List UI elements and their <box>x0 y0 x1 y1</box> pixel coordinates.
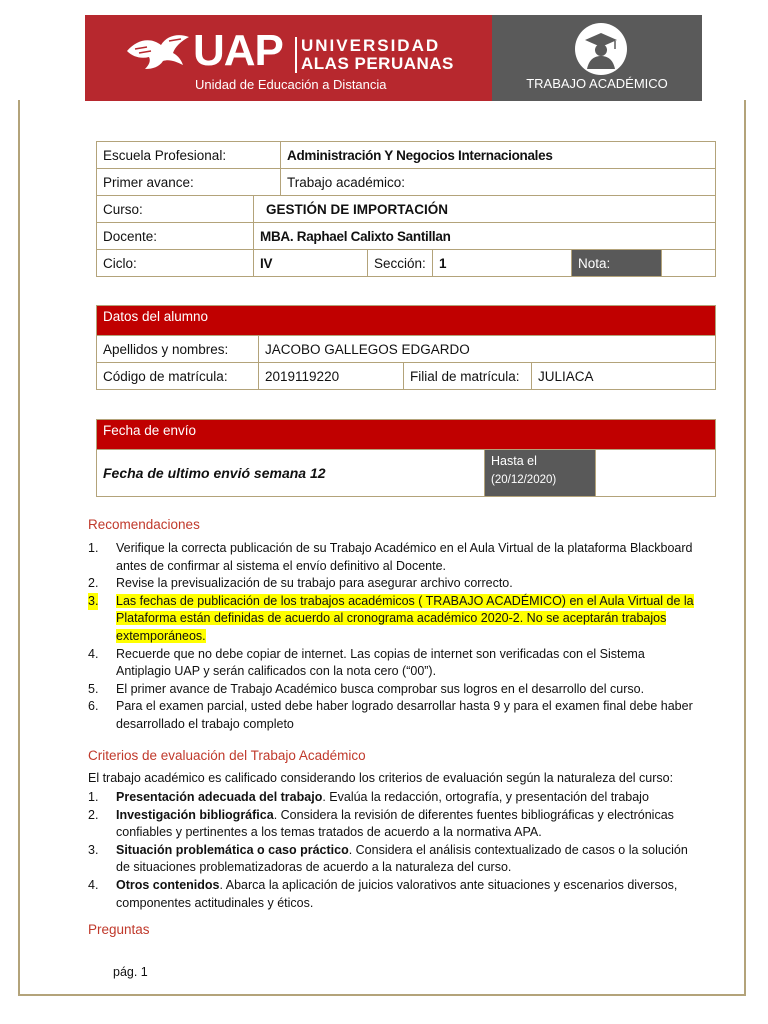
seccion-value: 1 <box>433 250 572 277</box>
curso-label: Curso: <box>97 196 254 223</box>
recomendaciones-title: Recomendaciones <box>88 517 200 532</box>
criterios-list <box>88 789 700 912</box>
logo-divider <box>295 37 297 73</box>
docente-value: MBA. Raphael Calixto Santillan <box>254 223 716 250</box>
list-item: 4. Otros contenidos. Abarca la aplicación de juicios valorativos ante situaciones y escenarios diversos, componentes actitudinales y éticos. <box>88 877 678 910</box>
list-item: 2. Investigación bibliográfica. Considera la revisión de diferentes fuentes bibliográficas y electrónicas confiables y pertinentes a los temas tratados de acuerdo a la normativa APA. <box>88 807 674 840</box>
list-item: 1. Presentación adecuada del trabajo. Evalúa la redacción, ortografía, y presentación del trabajo <box>88 790 649 804</box>
trabajo-academico-label: TRABAJO ACADÉMICO <box>526 76 668 91</box>
list-item: 2. Revise la previsualización de su trabajo para asegurar archivo correcto. <box>88 576 513 591</box>
fecha-section-header: Fecha de envío <box>97 420 716 450</box>
list-item: 3. Situación problemática o caso práctico. Considera el análisis contextualizado de casos o la solución de situaciones problematizadoras de acuerdo a la naturaleza del curso. <box>88 842 688 875</box>
hasta-cell <box>485 450 596 497</box>
university-name-line2: ALAS PERUANAS <box>301 54 454 73</box>
nombres-value: JACOBO GALLEGOS EDGARDO <box>259 336 716 363</box>
list-item-highlighted: 3. Las fechas de publicación de los trabajos académicos ( TRABAJO ACADÉMICO) en el Aula Virtual de la Plataforma están definidas de acuerdo al cronograma académico 2020-2. No se aceptarán trabajos extemporáneos. <box>88 593 694 643</box>
fecha-empty-cell <box>596 450 716 497</box>
escuela-label: Escuela Profesional: <box>97 142 281 169</box>
avance-label: Primer avance: <box>97 169 281 196</box>
list-item: 5. El primer avance de Trabajo Académico busca comprobar sus logros en el desarrollo del curso. <box>88 681 645 696</box>
ciclo-value: IV <box>254 250 368 277</box>
condor-logo-icon <box>125 31 191 71</box>
hasta-date: (20/12/2020) <box>491 474 557 486</box>
curso-value: GESTIÓN DE IMPORTACIÓN <box>254 196 716 223</box>
fecha-table <box>96 419 716 497</box>
avance-value: Trabajo académico: <box>281 169 716 196</box>
nota-value[interactable] <box>662 250 716 277</box>
nombres-label: Apellidos y nombres: <box>97 336 259 363</box>
docente-label: Docente: <box>97 223 254 250</box>
header-banner <box>85 15 702 101</box>
seccion-label: Sección: <box>368 250 433 277</box>
escuela-value: Administración Y Negocios Internacionales <box>281 142 716 169</box>
filial-value: JULIACA <box>532 363 716 390</box>
trabajo-academico-block <box>492 15 702 101</box>
list-item: 4. Recuerde que no debe copiar de internet. Las copias de internet son verificadas con el Sistema Antiplagio UAP y serán calificados con la nota cero (“00”). <box>88 646 645 679</box>
course-info-table <box>96 141 716 277</box>
criterios-title: Criterios de evaluación del Trabajo Académico <box>88 748 366 763</box>
uap-logo-text: UAP <box>193 26 283 75</box>
codigo-value: 2019119220 <box>259 363 404 390</box>
page-number: pág. 1 <box>113 965 148 979</box>
preguntas-title: Preguntas <box>88 922 150 937</box>
recomendaciones-list <box>88 540 700 734</box>
student-table <box>96 305 716 390</box>
header-subtitle: Unidad de Educación a Distancia <box>195 77 387 92</box>
filial-label: Filial de matrícula: <box>404 363 532 390</box>
list-item: 1. Verifique la correcta publicación de su Trabajo Académico en el Aula Virtual de la plataforma Blackboard antes de confirmar al sistema el envío definitivo al Docente. <box>88 541 693 573</box>
codigo-label: Código de matrícula: <box>97 363 259 390</box>
student-section-header: Datos del alumno <box>97 306 716 336</box>
uap-logo-block <box>85 15 492 101</box>
graduate-icon <box>575 23 627 75</box>
ciclo-label: Ciclo: <box>97 250 254 277</box>
criterios-intro: El trabajo académico es calificado considerando los criterios de evaluación según la naturaleza del curso: <box>88 771 674 785</box>
university-name-line1: UNIVERSIDAD <box>301 36 441 55</box>
fecha-text: Fecha de ultimo envió semana 12 <box>97 450 485 497</box>
list-item: 6. Para el examen parcial, usted debe haber logrado desarrollar hasta 9 y para el examen final debe haber desarrollado el trabajo completo <box>88 699 693 731</box>
hasta-label: Hasta el <box>491 454 537 468</box>
nota-label: Nota: <box>572 250 662 277</box>
